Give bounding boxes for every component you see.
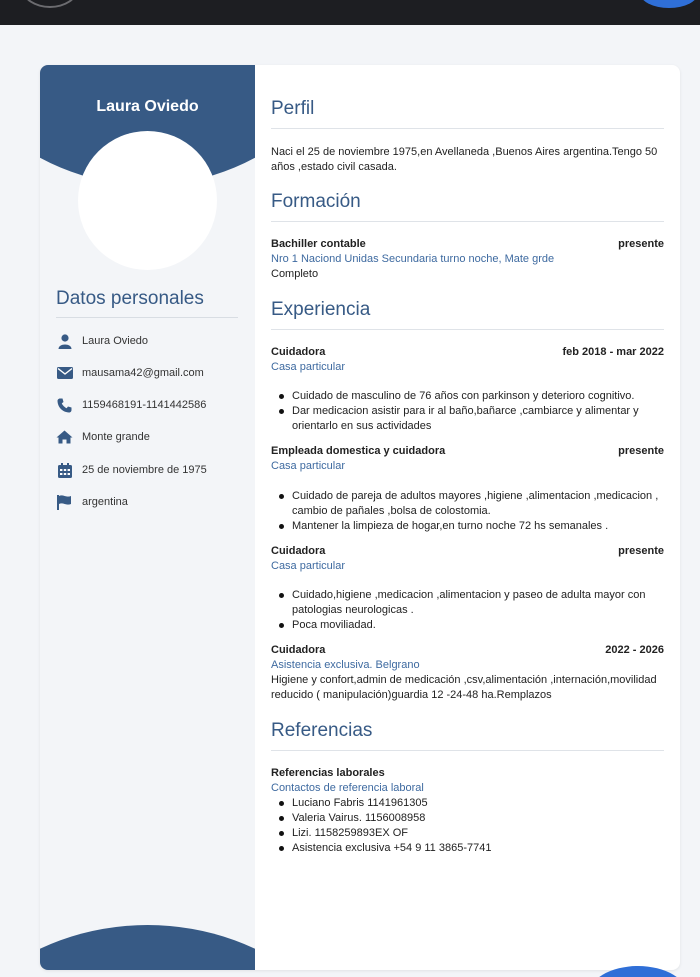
personal-item-text: 25 de noviembre de 1975: [82, 464, 207, 476]
experience-place: Casa particular: [271, 560, 345, 572]
experience-date: presente: [618, 545, 664, 557]
phone-icon: [56, 397, 73, 414]
personal-item-text: Monte grande: [82, 431, 150, 443]
experience-row: [271, 544, 664, 559]
personal-item-location: [56, 427, 246, 447]
avatar-button[interactable]: [22, 0, 78, 8]
profile-photo: [78, 131, 217, 270]
list-item: Lizi. 1158259893EX OF: [292, 826, 664, 841]
experience-date: feb 2018 - mar 2022: [562, 346, 664, 358]
education-status: Completo: [271, 268, 319, 280]
list-item: Mantener la limpieza de hogar,en turno noche 72 hs semanales .: [292, 519, 664, 534]
education-row: [271, 237, 664, 252]
personal-item-country: [56, 492, 246, 512]
experience-date: presente: [618, 445, 664, 457]
list-item: Luciano Fabris 1141961305: [292, 796, 664, 811]
divider: [271, 221, 664, 222]
personal-item-text: 1159468191-1141442586: [82, 399, 207, 411]
sidebar: [40, 65, 255, 970]
resume-card: [40, 65, 680, 970]
experience-bullets: [292, 588, 664, 633]
personal-item-phone: [56, 395, 246, 415]
list-item: Cuidado,higiene ,medicacion ,alimentacion y paseo de adulta mayor con patologias neurologicas .: [292, 588, 664, 618]
top-nav-bar: [0, 0, 700, 25]
experience-role: Cuidadora: [271, 545, 326, 557]
experience-description: Higiene y confort,admin de medicación ,csv,alimentación ,internación,movilidad reducido ( manipulación)guardia 12 -24-48 ha.Remplazos: [271, 674, 657, 701]
menu-button[interactable]: [640, 0, 698, 8]
experience-role: Empleada domestica y cuidadora: [271, 445, 446, 457]
experience-place: Casa particular: [271, 361, 345, 373]
home-icon: [56, 429, 73, 446]
experience-row: [271, 643, 664, 658]
divider: [56, 317, 238, 318]
list-item: Asistencia exclusiva +54 9 11 3865-7741: [292, 841, 664, 856]
profile-text: Naci el 25 de noviembre 1975,en Avellaneda ,Buenos Aires argentina.Tengo 50 años ,estado civil casada.: [271, 146, 658, 173]
profile-section-title: Perfil: [271, 98, 315, 119]
flag-icon: [56, 494, 73, 511]
experience-date: 2022 - 2026: [605, 644, 664, 656]
education-section-title: Formación: [271, 191, 361, 212]
references-section-title: Referencias: [271, 720, 373, 741]
experience-role: Cuidadora: [271, 346, 326, 358]
divider: [271, 329, 664, 330]
experience-role: Cuidadora: [271, 644, 326, 656]
references-heading: Referencias laborales: [271, 767, 385, 779]
divider: [271, 750, 664, 751]
references-row: [271, 766, 664, 781]
personal-item-email: [56, 363, 246, 383]
calendar-icon: [56, 462, 73, 479]
education-degree: Bachiller contable: [271, 238, 366, 250]
list-item: Poca moviliadad.: [292, 618, 664, 633]
user-icon: [56, 333, 73, 350]
experience-row: [271, 345, 664, 360]
references-subheading: Contactos de referencia laboral: [271, 782, 424, 794]
personal-item-text[interactable]: mausama42@gmail.com: [82, 367, 204, 379]
list-item: Cuidado de pareja de adultos mayores ,higiene ,alimentacion ,medicacion , cambio de pañales ,bolsa de colostomia.: [292, 489, 664, 519]
education-school: Nro 1 Naciond Unidas Secundaria turno noche, Mate grde: [271, 253, 555, 265]
references-list: [292, 796, 664, 856]
experience-bullets: [292, 389, 664, 434]
personal-item-birthdate: [56, 460, 246, 480]
list-item: Dar medicacion asistir para ir al baño,bañarce ,cambiarce y alimentar y orientarlo en sus actividades: [292, 404, 664, 434]
personal-item-name: [56, 331, 246, 351]
experience-place: Casa particular: [271, 460, 345, 472]
divider: [271, 128, 664, 129]
personal-data-title: Datos personales: [56, 288, 204, 309]
experience-row: [271, 444, 664, 459]
envelope-icon: [56, 365, 73, 382]
experience-bullets: [292, 489, 664, 534]
experience-place: Asistencia exclusiva. Belgrano: [271, 659, 420, 671]
sidebar-footer-band: [40, 925, 255, 970]
personal-item-text: Laura Oviedo: [82, 335, 149, 347]
candidate-name: Laura Oviedo: [96, 98, 199, 115]
list-item: Valeria Vairus. 1156008958: [292, 811, 664, 826]
education-date: presente: [618, 238, 664, 250]
experience-section-title: Experiencia: [271, 299, 371, 320]
personal-item-text: argentina: [82, 496, 128, 508]
list-item: Cuidado de masculino de 76 años con parkinson y deterioro cognitivo.: [292, 389, 664, 404]
